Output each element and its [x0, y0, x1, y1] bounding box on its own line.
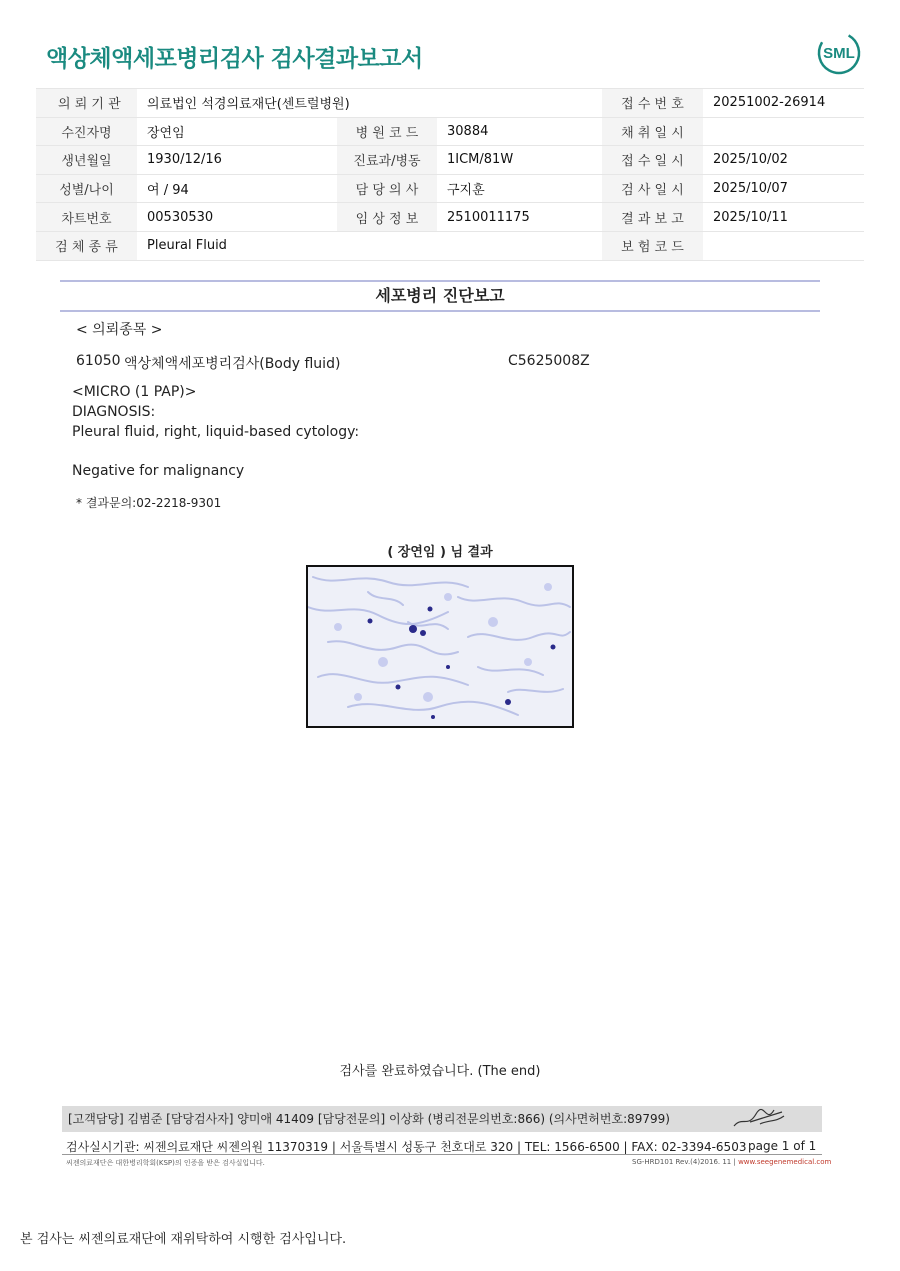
info-label: 생년월일 — [36, 146, 137, 175]
info-label: 접 수 일 시 — [602, 146, 703, 175]
info-label: 수진자명 — [36, 117, 137, 146]
inquiry-phone: * 결과문의:02-2218-9301 — [76, 496, 222, 510]
info-value-birth-date: 1930/12/16 — [137, 146, 337, 175]
form-code — [632, 1158, 831, 1166]
info-label: 임 상 정 보 — [337, 203, 437, 232]
info-row — [36, 174, 864, 203]
info-value-insurance-code — [703, 231, 864, 260]
info-label: 검 사 일 시 — [602, 174, 703, 203]
report-title: 액상체액세포병리검사 검사결과보고서 — [46, 46, 423, 72]
page-number: page 1 of 1 — [748, 1139, 817, 1153]
info-value-department: 1ICM/81W — [437, 146, 602, 175]
order-id: C5625008Z — [508, 353, 590, 369]
micro-label: <MICRO (1 PAP)> — [72, 384, 197, 400]
certification-note: 씨젠의료재단은 대한병리학회(KSP)의 인증을 받은 검사실입니다. — [66, 1159, 265, 1167]
institution-line: 검사실시기관: 씨젠의료재단 씨젠의원 11370319 | 서울특별시 성동구 천호대로 320 | TEL: 1566-6500 | FAX: 02-3394-6503 — [66, 1140, 747, 1154]
referral-note: 본 검사는 씨젠의료재단에 재위탁하여 시행한 검사입니다. — [20, 1232, 347, 1247]
form-code-text: SG-HRD101 Rev.(4)2016. 11 | — [632, 1158, 739, 1166]
info-row — [36, 231, 864, 260]
info-value-sex-age: 여 / 94 — [137, 174, 337, 203]
signature-image — [730, 1102, 790, 1132]
section-title: 세포병리 진단보고 — [60, 280, 820, 312]
info-row — [36, 203, 864, 232]
info-value-test-date: 2025/10/07 — [703, 174, 864, 203]
info-value-receipt-date: 2025/10/02 — [703, 146, 864, 175]
info-row — [36, 89, 864, 118]
info-value-hospital-code: 30884 — [437, 117, 602, 146]
staff-bar: [고객담당] 김범준 [담당검사자] 양미애 41409 [담당전문의] 이상화 (병리전문의번호:866) (의사면허번호:89799) — [62, 1106, 822, 1132]
end-text: 검사를 완료하였습니다. (The end) — [339, 1064, 541, 1079]
info-label: 진료과/병동 — [337, 146, 437, 175]
info-value-institution: 의료법인 석경의료재단(센트럴병원) — [137, 89, 602, 118]
sml-logo — [816, 30, 862, 76]
info-label: 병 원 코 드 — [337, 117, 437, 146]
patient-info-table — [36, 88, 864, 261]
info-value-chart-number: 00530530 — [137, 203, 337, 232]
info-value-doctor: 구지훈 — [437, 174, 602, 203]
info-row — [36, 146, 864, 175]
info-value-specimen-type: Pleural Fluid — [137, 231, 602, 260]
info-value-patient-name: 장연임 — [137, 117, 337, 146]
image-caption: ( 장연임 ) 님 결과 — [387, 545, 493, 560]
diagnosis-label: DIAGNOSIS: — [72, 404, 156, 420]
info-label: 의 뢰 기 관 — [36, 89, 137, 118]
footer-divider — [62, 1154, 822, 1155]
info-label: 차트번호 — [36, 203, 137, 232]
order-heading: < 의뢰종목 > — [76, 322, 163, 338]
order-code: 61050 — [76, 353, 121, 369]
logo-text: SML — [823, 45, 855, 62]
order-name: 액상체액세포병리검사(Body fluid) — [124, 356, 341, 372]
info-label: 채 취 일 시 — [602, 117, 703, 146]
info-value-receipt-number: 20251002-26914 — [703, 89, 864, 118]
cytology-image — [306, 565, 574, 728]
specimen-line: Pleural fluid, right, liquid-based cytology: — [72, 424, 360, 440]
info-label: 검 체 종 류 — [36, 231, 137, 260]
info-row — [36, 117, 864, 146]
info-label: 접 수 번 호 — [602, 89, 703, 118]
info-value-report-date: 2025/10/11 — [703, 203, 864, 232]
info-value-collection-date — [703, 117, 864, 146]
info-label: 담 당 의 사 — [337, 174, 437, 203]
diagnosis-result: Negative for malignancy — [72, 463, 245, 479]
website-link[interactable]: www.seegenemedical.com — [738, 1158, 832, 1166]
info-label: 결 과 보 고 — [602, 203, 703, 232]
info-label: 보 험 코 드 — [602, 231, 703, 260]
info-label: 성별/나이 — [36, 174, 137, 203]
info-value-clinical-info: 2510011175 — [437, 203, 602, 232]
